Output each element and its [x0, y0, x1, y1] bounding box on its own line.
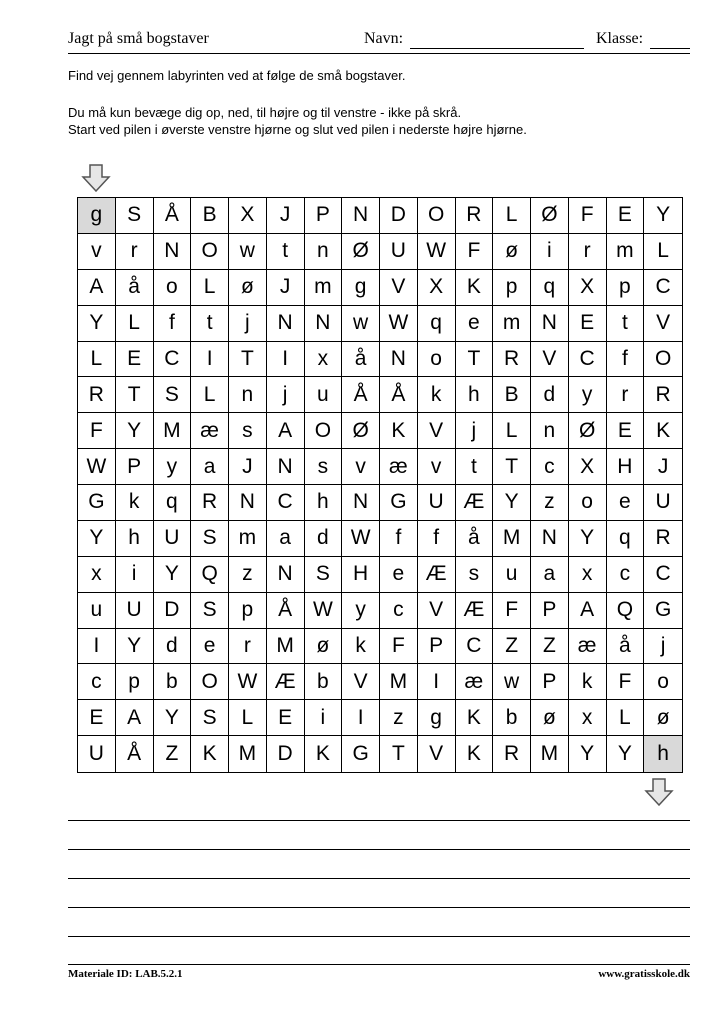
maze-cell[interactable]: A [116, 700, 154, 736]
maze-cell[interactable]: P [116, 449, 154, 485]
maze-cell[interactable]: r [607, 377, 645, 413]
maze-cell[interactable]: z [380, 700, 418, 736]
maze-cell[interactable]: M [229, 736, 267, 772]
maze-cell[interactable]: U [116, 593, 154, 629]
maze-cell[interactable]: r [116, 234, 154, 270]
maze-cell[interactable]: M [531, 736, 569, 772]
maze-cell[interactable]: M [380, 664, 418, 700]
maze-cell[interactable]: æ [569, 629, 607, 665]
maze-cell[interactable]: Æ [456, 593, 494, 629]
maze-cell[interactable]: h [305, 485, 343, 521]
maze-grid [77, 197, 683, 773]
maze-cell[interactable]: Æ [456, 485, 494, 521]
maze-cell[interactable]: G [380, 485, 418, 521]
maze-cell[interactable]: D [380, 198, 418, 234]
maze-cell[interactable]: N [154, 234, 192, 270]
name-label: Navn: [364, 30, 404, 47]
maze-cell[interactable]: U [380, 234, 418, 270]
maze-cell[interactable]: Å [267, 593, 305, 629]
maze-cell[interactable]: W [342, 521, 380, 557]
maze-cell[interactable]: k [569, 664, 607, 700]
maze-cell[interactable]: k [116, 485, 154, 521]
maze-cell[interactable]: u [305, 377, 343, 413]
maze-cell[interactable]: V [418, 413, 456, 449]
maze-cell[interactable]: m [493, 306, 531, 342]
maze-cell[interactable]: e [456, 306, 494, 342]
maze-cell[interactable]: L [493, 198, 531, 234]
maze-cell[interactable]: c [607, 557, 645, 593]
maze-cell[interactable]: c [78, 664, 116, 700]
maze-cell[interactable]: f [607, 342, 645, 378]
name-field-line[interactable] [410, 48, 584, 49]
maze-cell[interactable]: R [191, 485, 229, 521]
maze-cell[interactable]: Z [531, 629, 569, 665]
maze-cell[interactable]: s [305, 449, 343, 485]
maze-cell[interactable]: N [267, 306, 305, 342]
maze-cell[interactable]: f [154, 306, 192, 342]
maze-cell[interactable]: q [154, 485, 192, 521]
maze-cell[interactable]: p [116, 664, 154, 700]
maze-cell[interactable]: N [531, 521, 569, 557]
maze-cell[interactable]: E [267, 700, 305, 736]
maze-cell[interactable]: C [569, 342, 607, 378]
maze-cell[interactable]: p [493, 270, 531, 306]
maze-cell[interactable]: S [116, 198, 154, 234]
maze-cell[interactable]: h [456, 377, 494, 413]
maze-cell[interactable]: U [418, 485, 456, 521]
maze-cell[interactable]: F [78, 413, 116, 449]
maze-cell[interactable]: z [531, 485, 569, 521]
maze-cell[interactable]: L [493, 413, 531, 449]
maze-cell[interactable]: P [418, 629, 456, 665]
maze-cell[interactable]: å [456, 521, 494, 557]
maze-cell[interactable]: x [569, 700, 607, 736]
maze-cell[interactable]: T [116, 377, 154, 413]
maze-cell[interactable]: L [644, 234, 682, 270]
maze-cell[interactable]: Å [116, 736, 154, 772]
maze-cell[interactable]: u [78, 593, 116, 629]
maze-cell[interactable]: R [456, 198, 494, 234]
maze-cell[interactable]: r [569, 234, 607, 270]
maze-cell[interactable]: M [493, 521, 531, 557]
maze-cell[interactable]: x [78, 557, 116, 593]
maze-cell[interactable]: w [493, 664, 531, 700]
maze-cell[interactable]: J [644, 449, 682, 485]
maze-cell[interactable]: n [531, 413, 569, 449]
maze-cell[interactable]: O [191, 234, 229, 270]
maze-cell[interactable]: Ø [569, 413, 607, 449]
maze-cell[interactable]: Y [569, 521, 607, 557]
maze-cell[interactable]: g [418, 700, 456, 736]
maze-cell[interactable]: W [229, 664, 267, 700]
maze-cell[interactable]: n [229, 377, 267, 413]
maze-cell[interactable]: i [305, 700, 343, 736]
maze-cell[interactable]: O [418, 198, 456, 234]
maze-cell[interactable]: Q [191, 557, 229, 593]
maze-cell[interactable]: ø [229, 270, 267, 306]
maze-cell[interactable]: Z [154, 736, 192, 772]
maze-cell[interactable]: R [644, 377, 682, 413]
maze-cell[interactable]: v [78, 234, 116, 270]
maze-cell[interactable]: x [569, 557, 607, 593]
maze-cell[interactable]: v [342, 449, 380, 485]
maze-cell[interactable]: D [154, 593, 192, 629]
maze-cell[interactable]: E [569, 306, 607, 342]
maze-cell[interactable]: j [267, 377, 305, 413]
maze-cell[interactable]: G [342, 736, 380, 772]
maze-cell[interactable]: c [380, 593, 418, 629]
class-label: Klasse: [596, 30, 644, 47]
maze-cell[interactable]: c [531, 449, 569, 485]
maze-cell[interactable]: C [456, 629, 494, 665]
maze-cell[interactable]: y [342, 593, 380, 629]
maze-cell[interactable]: a [267, 521, 305, 557]
website-link[interactable]: www.gratisskole.dk [598, 968, 690, 980]
maze-cell[interactable]: h [644, 736, 682, 772]
maze-cell[interactable]: Y [607, 736, 645, 772]
start-down-arrow-icon [81, 164, 111, 192]
maze-cell[interactable]: w [229, 234, 267, 270]
maze-cell[interactable]: t [191, 306, 229, 342]
maze-cell[interactable]: o [418, 342, 456, 378]
maze-cell[interactable]: t [607, 306, 645, 342]
maze-cell[interactable]: y [569, 377, 607, 413]
maze-cell[interactable]: I [418, 664, 456, 700]
maze-cell[interactable]: w [342, 306, 380, 342]
maze-cell[interactable]: Y [154, 700, 192, 736]
maze-cell[interactable]: L [191, 270, 229, 306]
maze-cell[interactable]: S [191, 700, 229, 736]
maze-cell[interactable]: C [644, 557, 682, 593]
material-id: Materiale ID: LAB.5.2.1 [68, 968, 183, 980]
maze-cell[interactable]: N [342, 485, 380, 521]
maze-cell[interactable]: N [267, 557, 305, 593]
maze-cell[interactable]: W [78, 449, 116, 485]
maze-cell[interactable]: å [342, 342, 380, 378]
maze-cell[interactable]: q [531, 270, 569, 306]
maze-cell[interactable]: n [305, 234, 343, 270]
maze-cell[interactable]: R [493, 342, 531, 378]
maze-cell[interactable]: N [380, 342, 418, 378]
maze-cell[interactable]: V [380, 270, 418, 306]
maze-cell[interactable]: o [569, 485, 607, 521]
maze-cell[interactable]: X [569, 449, 607, 485]
maze-cell[interactable]: K [456, 270, 494, 306]
maze-cell[interactable]: A [78, 270, 116, 306]
maze-cell[interactable]: T [456, 342, 494, 378]
maze-cell[interactable]: q [418, 306, 456, 342]
maze-cell[interactable]: Ø [531, 198, 569, 234]
maze-cell[interactable]: u [493, 557, 531, 593]
maze-cell[interactable]: ø [305, 629, 343, 665]
maze-cell[interactable]: N [531, 306, 569, 342]
maze-cell[interactable]: Y [493, 485, 531, 521]
maze-cell[interactable]: Ø [342, 234, 380, 270]
maze-cell[interactable]: q [607, 521, 645, 557]
maze-cell[interactable]: S [154, 377, 192, 413]
maze-cell[interactable]: X [418, 270, 456, 306]
maze-cell[interactable]: S [305, 557, 343, 593]
maze-cell[interactable]: g [342, 270, 380, 306]
maze-cell[interactable]: Y [78, 306, 116, 342]
maze-cell[interactable]: d [154, 629, 192, 665]
maze-cell[interactable]: e [607, 485, 645, 521]
maze-cell[interactable]: F [456, 234, 494, 270]
maze-cell[interactable]: d [305, 521, 343, 557]
writing-line[interactable] [68, 936, 690, 937]
maze-cell[interactable]: æ [380, 449, 418, 485]
maze-cell[interactable]: F [569, 198, 607, 234]
maze-cell[interactable]: U [154, 521, 192, 557]
maze-cell[interactable]: T [229, 342, 267, 378]
maze-cell[interactable]: X [229, 198, 267, 234]
maze-cell[interactable]: V [531, 342, 569, 378]
maze-cell[interactable]: U [78, 736, 116, 772]
maze-cell[interactable]: O [191, 664, 229, 700]
maze-cell[interactable]: O [644, 342, 682, 378]
maze-cell[interactable]: k [342, 629, 380, 665]
maze-cell[interactable]: O [305, 413, 343, 449]
instruction-start-end: Start ved pilen i øverste venstre hjørne og slut ved pilen i nederste højre hjørne. [68, 122, 527, 137]
maze-cell[interactable]: P [531, 593, 569, 629]
maze-cell[interactable]: W [418, 234, 456, 270]
maze-cell[interactable]: z [229, 557, 267, 593]
maze-cell[interactable]: Y [644, 198, 682, 234]
instruction-movement: Du må kun bevæge dig op, ned, til højre og til venstre - ikke på skrå. [68, 105, 462, 120]
maze-cell[interactable]: L [78, 342, 116, 378]
maze-cell[interactable]: æ [456, 664, 494, 700]
maze-cell[interactable]: G [644, 593, 682, 629]
maze-cell[interactable]: ø [644, 700, 682, 736]
maze-cell[interactable]: J [229, 449, 267, 485]
maze-cell[interactable]: o [154, 270, 192, 306]
maze-cell[interactable]: P [531, 664, 569, 700]
maze-cell[interactable]: R [644, 521, 682, 557]
maze-cell[interactable]: C [267, 485, 305, 521]
maze-cell[interactable]: ø [531, 700, 569, 736]
class-field-line[interactable] [650, 48, 690, 49]
maze-cell[interactable]: B [191, 198, 229, 234]
header-rule [68, 53, 690, 54]
maze-cell[interactable]: h [116, 521, 154, 557]
maze-cell[interactable]: E [116, 342, 154, 378]
writing-line[interactable] [68, 878, 690, 879]
maze-cell[interactable]: I [191, 342, 229, 378]
maze-cell[interactable]: j [644, 629, 682, 665]
maze-cell[interactable]: G [78, 485, 116, 521]
maze-cell[interactable]: æ [191, 413, 229, 449]
maze-cell[interactable]: V [342, 664, 380, 700]
maze-cell[interactable]: N [305, 306, 343, 342]
maze-cell[interactable]: H [342, 557, 380, 593]
maze-cell[interactable]: K [305, 736, 343, 772]
maze-cell[interactable]: b [493, 700, 531, 736]
maze-cell[interactable]: A [569, 593, 607, 629]
maze-cell[interactable]: s [456, 557, 494, 593]
maze-cell[interactable]: I [267, 342, 305, 378]
maze-cell[interactable]: Y [78, 521, 116, 557]
writing-line[interactable] [68, 849, 690, 850]
maze-cell[interactable]: m [229, 521, 267, 557]
maze-cell[interactable]: U [644, 485, 682, 521]
maze-cell[interactable]: Æ [267, 664, 305, 700]
maze-cell[interactable]: Å [342, 377, 380, 413]
maze-cell[interactable]: b [154, 664, 192, 700]
maze-cell[interactable]: N [229, 485, 267, 521]
maze-cell[interactable]: E [607, 413, 645, 449]
maze-cell[interactable]: e [191, 629, 229, 665]
maze-cell[interactable]: Y [116, 413, 154, 449]
maze-cell[interactable]: o [644, 664, 682, 700]
maze-cell[interactable]: J [267, 270, 305, 306]
maze-cell[interactable]: I [78, 629, 116, 665]
maze-cell[interactable]: X [569, 270, 607, 306]
maze-cell[interactable]: N [342, 198, 380, 234]
maze-cell[interactable]: d [531, 377, 569, 413]
maze-cell[interactable]: R [78, 377, 116, 413]
maze-cell[interactable]: Z [493, 629, 531, 665]
maze-cell[interactable]: j [229, 306, 267, 342]
maze-cell[interactable]: L [191, 377, 229, 413]
maze-cell[interactable]: V [418, 736, 456, 772]
maze-cell[interactable]: Å [154, 198, 192, 234]
maze-cell[interactable]: V [418, 593, 456, 629]
maze-cell[interactable]: K [456, 700, 494, 736]
maze-cell[interactable]: Q [607, 593, 645, 629]
maze-cell[interactable]: t [456, 449, 494, 485]
maze-cell[interactable]: e [380, 557, 418, 593]
maze-cell[interactable]: F [380, 629, 418, 665]
maze-cell[interactable]: m [607, 234, 645, 270]
maze-cell[interactable]: S [191, 593, 229, 629]
maze-cell[interactable]: p [607, 270, 645, 306]
maze-cell[interactable]: L [116, 306, 154, 342]
writing-line[interactable] [68, 820, 690, 821]
maze-cell[interactable]: Å [380, 377, 418, 413]
maze-cell[interactable]: F [607, 664, 645, 700]
maze-cell[interactable]: T [493, 449, 531, 485]
maze-cell[interactable]: å [116, 270, 154, 306]
maze-cell[interactable]: H [607, 449, 645, 485]
maze-cell[interactable]: k [418, 377, 456, 413]
writing-line[interactable] [68, 907, 690, 908]
maze-cell[interactable]: M [267, 629, 305, 665]
instruction-find-path: Find vej gennem labyrinten ved at følge de små bogstaver. [68, 68, 406, 83]
maze-cell[interactable]: Æ [418, 557, 456, 593]
maze-cell[interactable]: y [154, 449, 192, 485]
maze-cell[interactable]: C [644, 270, 682, 306]
maze-cell[interactable]: p [229, 593, 267, 629]
maze-cell[interactable]: L [607, 700, 645, 736]
maze-cell[interactable]: f [380, 521, 418, 557]
maze-cell[interactable]: M [154, 413, 192, 449]
maze-cell[interactable]: x [305, 342, 343, 378]
maze-cell[interactable]: E [78, 700, 116, 736]
maze-cell[interactable]: b [305, 664, 343, 700]
maze-cell[interactable]: B [493, 377, 531, 413]
maze-cell[interactable]: A [267, 413, 305, 449]
maze-cell[interactable]: C [154, 342, 192, 378]
footer-rule [68, 964, 690, 965]
maze-cell[interactable]: L [229, 700, 267, 736]
maze-cell[interactable]: g [78, 198, 116, 234]
maze-cell[interactable]: m [305, 270, 343, 306]
maze-cell[interactable]: N [267, 449, 305, 485]
maze-cell[interactable]: ø [493, 234, 531, 270]
maze-cell[interactable]: j [456, 413, 494, 449]
maze-cell[interactable]: Ø [342, 413, 380, 449]
maze-cell[interactable]: D [267, 736, 305, 772]
maze-cell[interactable]: K [456, 736, 494, 772]
maze-cell[interactable]: Y [154, 557, 192, 593]
maze-cell[interactable]: W [305, 593, 343, 629]
maze-cell[interactable]: K [191, 736, 229, 772]
maze-cell[interactable]: K [644, 413, 682, 449]
maze-cell[interactable]: i [531, 234, 569, 270]
maze-cell[interactable]: I [342, 700, 380, 736]
maze-cell[interactable]: å [607, 629, 645, 665]
maze-cell[interactable]: Y [569, 736, 607, 772]
maze-cell[interactable]: i [116, 557, 154, 593]
maze-cell[interactable]: a [531, 557, 569, 593]
end-down-arrow-icon [644, 778, 674, 806]
maze-cell[interactable]: V [644, 306, 682, 342]
maze-cell[interactable]: K [380, 413, 418, 449]
maze-cell[interactable]: P [305, 198, 343, 234]
maze-cell[interactable]: S [191, 521, 229, 557]
maze-cell[interactable]: W [380, 306, 418, 342]
maze-cell[interactable]: t [267, 234, 305, 270]
worksheet-title: Jagt på små bogstaver [68, 30, 209, 47]
maze-cell[interactable]: J [267, 198, 305, 234]
maze-cell[interactable]: f [418, 521, 456, 557]
maze-cell[interactable]: F [493, 593, 531, 629]
maze-cell[interactable]: R [493, 736, 531, 772]
maze-cell[interactable]: a [191, 449, 229, 485]
maze-cell[interactable]: v [418, 449, 456, 485]
maze-cell[interactable]: s [229, 413, 267, 449]
maze-cell[interactable]: E [607, 198, 645, 234]
maze-cell[interactable]: Y [116, 629, 154, 665]
maze-cell[interactable]: r [229, 629, 267, 665]
maze-cell[interactable]: T [380, 736, 418, 772]
